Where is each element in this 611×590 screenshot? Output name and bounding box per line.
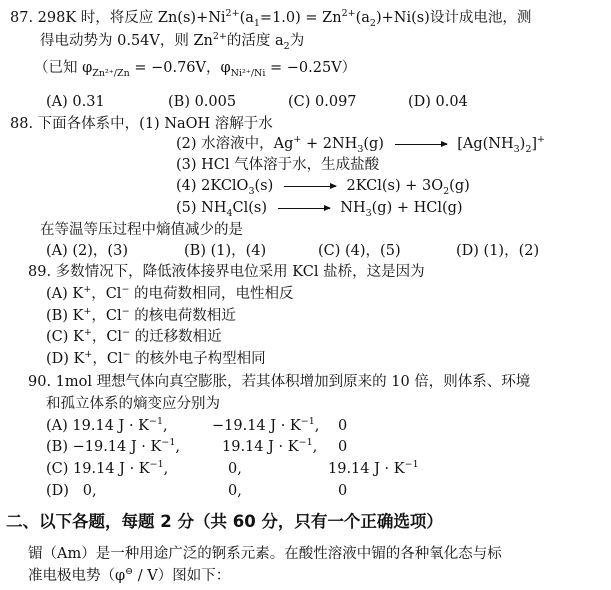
q90-d-iso: 0: [338, 483, 348, 499]
q87-line-2: 得电动势为 0.54V，则 $Zn^{2+}$的活度 $a_2$为: [40, 31, 305, 52]
section-2-heading: 二、以下各题，每题 2 分（共 60 分，只有一个正确选项）: [6, 512, 443, 531]
q88-item-2: (2) 水溶液中，$Ag^+ + 2NH_3(g)$ $[Ag(NH_3)_2]^+$: [176, 134, 545, 155]
q88-option-d[interactable]: (D) (1)，(2): [456, 243, 540, 259]
q87-option-a[interactable]: (A) 0.31: [46, 94, 105, 110]
q89-option-b[interactable]: (B) K+，Cl− 的核电荷数相近: [46, 306, 236, 324]
reaction-arrow-icon: [278, 208, 330, 209]
q88-item-5: (5) $NH_4Cl(s) NH_3(g) + HCl(g)$: [176, 200, 463, 219]
q87-option-d[interactable]: (D) 0.04: [408, 94, 468, 110]
q90-stem-2: 和孤立体系的熵变应分别为: [46, 396, 220, 412]
q90-option-c[interactable]: (C) 19.14 $J \cdot K^{-1}$,: [46, 459, 169, 477]
q90-option-a[interactable]: (A) 19.14 $J \cdot K^{-1}$,: [46, 416, 168, 434]
q88-item-3: (3) HCl 气体溶于水，生成盐酸: [176, 157, 380, 173]
q90-b-env: 19.14 $J \cdot K^{-1}$,: [222, 437, 318, 455]
q88-item-4: (4) 2KClO$_3$(s) $2KCl(s) + 3O_2(g)$: [176, 178, 470, 197]
q90-b-iso: 0: [338, 439, 348, 455]
q90-c-env: 0,: [228, 461, 242, 477]
q90-a-iso: 0: [338, 418, 348, 434]
q90-option-b[interactable]: (B) −19.14 $J \cdot K^{-1}$,: [46, 437, 180, 455]
q88-question: 在等温等压过程中熵值减少的是: [40, 222, 243, 238]
section-2-paragraph-1: 镅（Am）是一种用途广泛的锕系元素。在酸性溶液中镅的各种氧化态与标: [28, 546, 502, 562]
q89-stem: 89. 多数情况下，降低液体接界电位采用 KCl 盐桥，这是因为: [28, 264, 425, 280]
q88-option-b[interactable]: (B) (1)，(4): [184, 243, 267, 259]
q90-stem-1: 90. 1mol 理想气体向真空膨胀，若其体积增加到原来的 10 倍，则体系、环境: [28, 374, 531, 390]
q90-c-iso: 19.14 $J \cdot K^{-1}$: [328, 459, 419, 477]
q90-option-d[interactable]: (D) 0,: [46, 483, 97, 499]
q90-d-env: 0,: [228, 483, 242, 499]
q88-intro: 88. 下面各体系中，(1) NaOH 溶解于水: [10, 116, 273, 132]
q89-option-d[interactable]: (D) K+，Cl− 的核外电子构型相同: [46, 349, 266, 367]
q89-option-a[interactable]: (A) K+，Cl− 的电荷数相同，电性相反: [46, 284, 294, 302]
q90-a-env: −19.14 $J \cdot K^{-1}$,: [212, 416, 320, 434]
q88-option-c[interactable]: (C) (4)，(5): [318, 243, 401, 259]
section-2-paragraph-2: 准电极电势（φ⊖ / V）图如下：: [28, 566, 231, 584]
q90-number: 90.: [28, 374, 52, 390]
q89-option-c[interactable]: (C) K+，Cl− 的迁移数相近: [46, 327, 222, 345]
q87-number: 87.: [10, 10, 34, 26]
q88-number: 88.: [10, 116, 34, 132]
q87-line-1: 87. 298K 时，将反应 $Zn(s)+Ni^{2+}(a_1=1.0) = Zn^{2+}(a_2)+Ni(s)$设计成电池，测: [10, 8, 532, 29]
q87-option-c[interactable]: (C) 0.097: [288, 94, 357, 110]
q87-option-b[interactable]: (B) 0.005: [168, 94, 237, 110]
q88-option-a[interactable]: (A) (2)，(3): [46, 243, 128, 259]
q87-given: （已知 $\varphi_{Zn^{2+}/Zn} = -0.76V$，$\varphi_{Ni^{2+}/Ni} = -0.25V$）: [34, 60, 357, 79]
reaction-arrow-icon: [395, 144, 447, 145]
q89-number: 89.: [28, 264, 52, 280]
reaction-arrow-icon: [284, 186, 336, 187]
